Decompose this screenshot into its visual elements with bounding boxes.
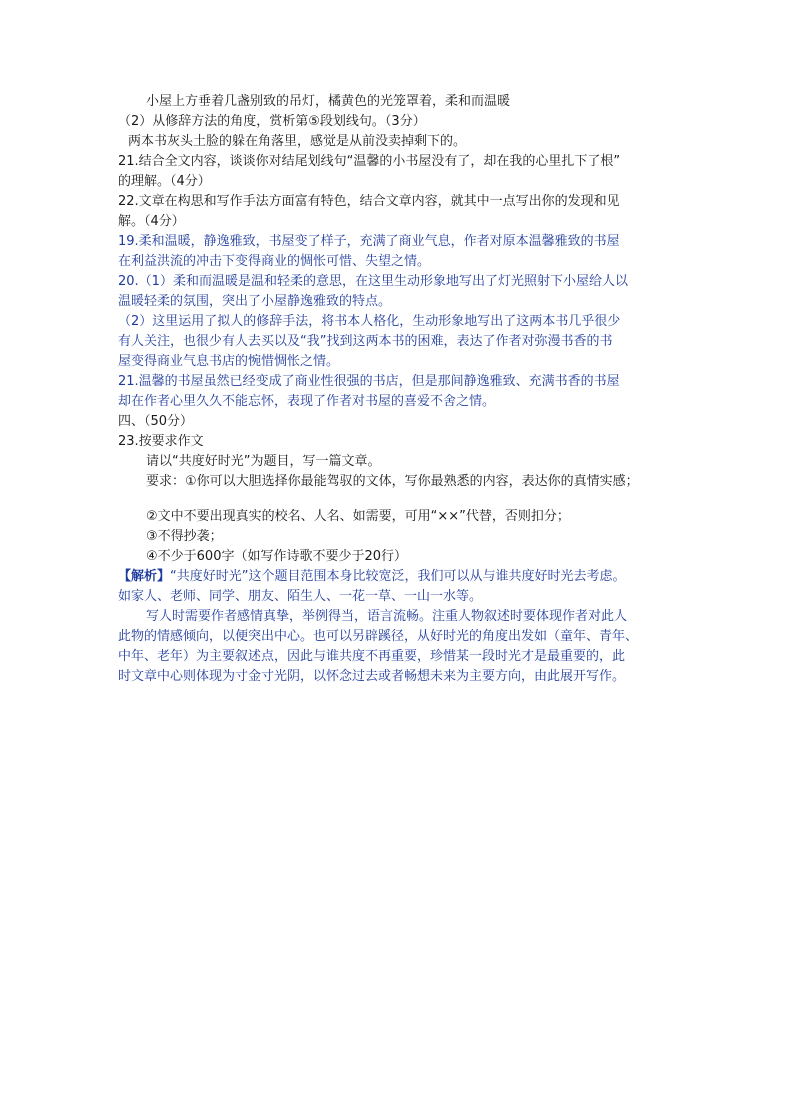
answer-21-line-2: 却在作者心里久久不能忘怀，表现了作者对书屋的喜爱不舍之情。 <box>118 394 496 409</box>
answer-20-part-2-line-2: 有人关注，也很少有人去买以及“我”找到这两本书的困难，表达了作者对弥漫书香的书 <box>118 334 613 349</box>
analysis-line-2: 如家人、老师、同学、朋友、陌生人、一花一草、一山一水等。 <box>118 589 483 604</box>
analysis-text: “共度好时光”这个题目范围本身比较宽泛，我们可以从与谁共度好时光去考虑。 <box>170 569 626 584</box>
answer-21-line-1: 21.温馨的书屋虽然已经变成了商业性很强的书店，但是那间静逸雅致、充满书香的书屋 <box>118 374 620 389</box>
quoted-sentence-2: 两本书灰头土脸的躲在角落里，感觉是从前没卖掉剩下的。 <box>128 134 467 149</box>
quoted-sentence-1: 小屋上方垂着几盏别致的吊灯，橘黄色的光笼罩着，柔和而温暖 <box>146 94 511 109</box>
analysis-paragraph-line-1: 写人时需要作者感情真挚，举例得当，语言流畅。注重人物叙述时要体现作者对此人 <box>146 609 628 624</box>
section-four-heading: 四、（50分） <box>118 414 194 429</box>
answer-19-line-2: 在利益洪流的冲击下变得商业的惆怅可惜、失望之情。 <box>118 254 431 269</box>
analysis-paragraph-line-4: 时文章中心则体现为寸金寸光阴，以怀念过去或者畅想未来为主要方向，由此展开写作。 <box>118 669 626 684</box>
essay-requirement-3: ③不得抄袭； <box>146 529 223 544</box>
document-page <box>118 92 678 687</box>
answer-20-part-2-line-1: （2）这里运用了拟人的修辞手法，将书本人格化，生动形象地写出了这两本书几乎很少 <box>118 314 621 329</box>
essay-requirement-1: 要求：①你可以大胆选择你最能驾驭的文体，写你最熟悉的内容，表达你的真情实感； <box>146 474 639 489</box>
analysis-paragraph-line-3: 中年、老年）为主要叙述点，因此与谁共度不再重要，珍惜某一段时光才是最重要的，此 <box>118 649 626 664</box>
question-21-line-2: 的理解。（4分） <box>118 174 211 189</box>
essay-requirement-2: ②文中不要出现真实的校名、人名、如需要，可用“××”代替，否则扣分； <box>146 509 570 524</box>
answer-20-part-2-line-3: 屋变得商业气息书店的惋惜惆怅之情。 <box>118 354 340 369</box>
question-22-line-2: 解。（4分） <box>118 214 185 229</box>
question-22-line-1: 22.文章在构思和写作手法方面富有特色，结合文章内容，就其中一点写出你的发现和见 <box>118 194 620 209</box>
question-23-heading: 23.按要求作文 <box>118 434 204 449</box>
answer-19-line-1: 19.柔和温暖，静逸雅致，书屋变了样子，充满了商业气息，作者对原本温馨雅致的书屋 <box>118 234 620 249</box>
question-21-line-1: 21.结合全文内容，谈谈你对结尾划线句“温馨的小书屋没有了，却在我的心里扎下了根” <box>118 154 621 169</box>
essay-requirement-4: ④不少于600字（如写作诗歌不要少于20行） <box>146 549 408 564</box>
question-20-part-2: （2）从修辞方法的角度，赏析第⑤段划线句。（3分） <box>118 114 426 129</box>
spacer <box>118 492 678 507</box>
analysis-tag: 【解析】 <box>118 569 171 584</box>
analysis-paragraph-line-2: 此物的情感倾向，以便突出中心。也可以另辟蹊径，从好时光的角度出发如（童年、青年、 <box>118 629 639 644</box>
analysis-line-1 <box>118 567 678 587</box>
answer-20-line-2: 温暖轻柔的氛围，突出了小屋静逸雅致的特点。 <box>118 294 392 309</box>
answer-20-line-1: 20.（1）柔和而温暖是温和轻柔的意思，在这里生动形象地写出了灯光照射下小屋给人以 <box>118 274 628 289</box>
essay-prompt: 请以“共度好时光”为题目，写一篇文章。 <box>146 454 381 469</box>
